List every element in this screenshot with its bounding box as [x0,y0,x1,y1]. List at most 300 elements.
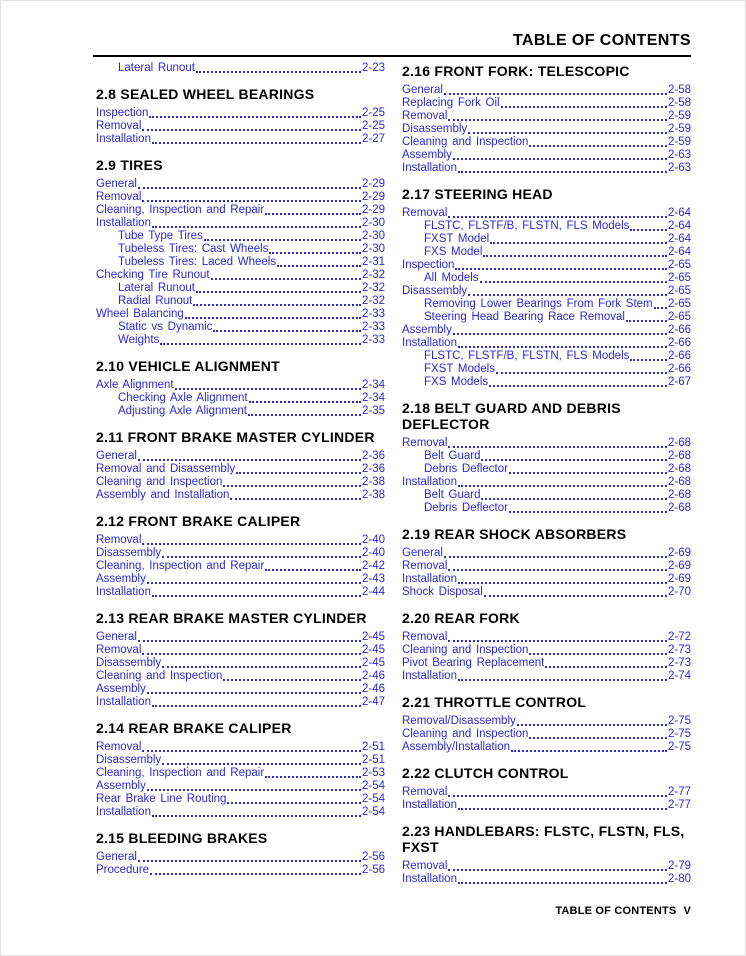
toc-entry[interactable] [402,363,691,376]
toc-entry-page: 2-63 [667,162,691,174]
toc-entry-label: Assembly [402,324,452,336]
leader-dots [511,750,667,752]
toc-entry[interactable] [402,547,691,560]
toc-section [402,823,691,886]
toc-entry-page: 2-64 [667,220,691,232]
toc-entry[interactable] [402,573,691,586]
toc-entry[interactable] [96,657,385,670]
leader-dots [545,666,667,668]
toc-entry[interactable] [96,741,385,754]
toc-entry[interactable] [402,489,691,502]
leader-dots [484,595,667,597]
toc-entry-page: 2-34 [361,379,385,391]
toc-entry-page: 2-67 [667,376,691,388]
toc-entry[interactable] [402,670,691,683]
leader-dots [630,359,667,361]
toc-entry[interactable] [96,178,385,191]
toc-entry-page: 2-34 [361,392,385,404]
toc-entry-label: Weights [118,334,160,346]
toc-entry-label: FLSTC, FLSTF/B, FLSTN, FLS Models [424,350,630,362]
toc-entry[interactable] [402,285,691,298]
toc-entry-page: 2-29 [361,204,385,216]
toc-entry-label: Disassembly [402,123,468,135]
section-heading: 2.13 REAR BRAKE MASTER CYLINDER [96,610,367,626]
toc-entry-label: Rear Brake Line Routing [96,793,227,805]
toc-entry-label: Assembly and Installation [96,489,230,501]
toc-entry-page: 2-33 [361,334,385,346]
toc-entry[interactable] [402,376,691,389]
toc-entry-page: 2-65 [667,298,691,310]
toc-entry-label: Inspection [96,107,149,119]
toc-entry[interactable] [402,631,691,644]
leader-dots [654,307,667,309]
toc-entry-page: 2-68 [667,463,691,475]
page-title: TABLE OF CONTENTS [512,32,691,49]
toc-entry[interactable] [402,220,691,233]
toc-entry-label: Lateral Runout [118,62,195,74]
toc-entry[interactable] [402,233,691,246]
toc-entry-page: 2-38 [361,476,385,488]
toc-entry[interactable] [96,476,385,489]
toc-entry-page: 2-58 [667,84,691,96]
toc-entry-page: 2-69 [667,547,691,559]
leader-dots [509,472,667,474]
toc-entry[interactable] [402,463,691,476]
toc-entry[interactable] [402,324,691,337]
toc-entry[interactable] [96,243,385,256]
toc-entry-label: Cleaning and Inspection [96,670,223,682]
toc-entry[interactable] [402,644,691,657]
leader-dots [227,802,361,804]
toc-entry[interactable] [96,780,385,793]
toc-entry-page: 2-79 [667,860,691,872]
toc-content [96,62,691,886]
toc-entry-page: 2-64 [667,233,691,245]
toc-entry[interactable] [96,405,385,418]
toc-entry-label: Replacing Fork Oil [402,97,500,109]
leader-dots [142,543,361,545]
toc-section [402,610,691,683]
leader-dots [458,346,667,348]
toc-entry-label: Installation [96,696,151,708]
leader-dots [265,569,361,571]
leader-dots [277,265,361,267]
leader-dots [152,226,361,228]
toc-entry[interactable] [402,123,691,136]
leader-dots [448,446,667,448]
toc-entry[interactable] [402,657,691,670]
toc-entry-label: Assembly/Installation [402,741,511,753]
toc-entry-page: 2-65 [667,311,691,323]
leader-dots [448,569,667,571]
toc-entry-label: Assembly [402,149,452,161]
toc-entry-label: Installation [402,162,457,174]
leader-dots [211,278,361,280]
section-heading: 2.8 SEALED WHEEL BEARINGS [96,86,315,102]
leader-dots [468,132,667,134]
leader-dots [509,511,667,513]
toc-entry-label: FXST Model [424,233,490,245]
leader-dots [626,320,667,322]
leader-dots [501,106,667,108]
leader-dots [248,414,361,416]
toc-entry-label: Removal [402,110,448,122]
toc-entry-label: Installation [402,476,457,488]
toc-section [96,513,385,599]
toc-entry-label: Removal [402,207,448,219]
toc-entry-page: 2-25 [361,120,385,132]
leader-dots [458,808,667,810]
toc-entry[interactable] [96,696,385,709]
toc-entry[interactable] [402,162,691,175]
toc-entry-page: 2-30 [361,230,385,242]
toc-entry[interactable] [96,308,385,321]
toc-entry[interactable] [96,230,385,243]
toc-entry-page: 2-36 [361,463,385,475]
leader-dots [529,737,667,739]
toc-entry-page: 2-32 [361,269,385,281]
toc-entry[interactable] [96,204,385,217]
toc-entry-label: Removal [96,534,142,546]
toc-entry[interactable] [96,269,385,282]
toc-entry[interactable] [96,644,385,657]
leader-dots [444,556,667,558]
toc-entry[interactable] [402,786,691,799]
toc-entry-page: 2-38 [361,489,385,501]
toc-entry-label: Adjusting Axle Alignment [118,405,247,417]
toc-entry[interactable] [96,295,385,308]
toc-entry-label: Tubeless Tires: Cast Wheels [118,243,269,255]
toc-entry-page: 2-75 [667,715,691,727]
toc-entry-page: 2-29 [361,191,385,203]
toc-entry[interactable] [96,631,385,644]
section-heading: 2.21 THROTTLE CONTROL [402,694,587,710]
toc-entry-label: Installation [402,337,457,349]
toc-entry[interactable] [402,272,691,285]
leader-dots [147,789,361,791]
leader-dots [142,129,361,131]
toc-entry[interactable] [402,741,691,754]
toc-entry-page: 2-65 [667,272,691,284]
toc-entry[interactable] [402,437,691,450]
toc-entry-page: 2-35 [361,405,385,417]
toc-entry-page: 2-32 [361,295,385,307]
toc-column-right [402,62,691,886]
toc-entry[interactable] [96,120,385,133]
toc-entry-page: 2-54 [361,780,385,792]
toc-section [96,720,385,819]
leader-dots [448,869,667,871]
toc-entry[interactable] [402,715,691,728]
toc-entry[interactable] [96,321,385,334]
section-heading: 2.23 HANDLEBARS: FLSTC, FLSTN, FLS, FXST [402,823,685,855]
leader-dots [193,304,361,306]
toc-entry-label: Radial Runout [118,295,193,307]
leader-dots [160,343,361,345]
section-heading: 2.18 BELT GUARD AND DEBRIS DEFLECTOR [402,400,621,432]
toc-entry[interactable] [96,851,385,864]
leader-dots [223,679,361,681]
toc-section [402,63,691,175]
leader-dots [147,692,361,694]
toc-section [96,62,385,75]
leader-dots [448,640,667,642]
toc-entry[interactable] [402,149,691,162]
toc-entry[interactable] [402,246,691,259]
toc-entry-page: 2-80 [667,873,691,885]
toc-entry-page: 2-25 [361,107,385,119]
toc-entry[interactable] [96,379,385,392]
toc-entry[interactable] [402,136,691,149]
toc-entry[interactable] [96,463,385,476]
toc-entry[interactable] [96,217,385,230]
section-heading: 2.17 STEERING HEAD [402,186,553,202]
leader-dots [196,71,361,73]
leader-dots [453,333,667,335]
toc-entry[interactable] [402,97,691,110]
toc-entry-page: 2-53 [361,767,385,779]
toc-entry[interactable] [96,256,385,269]
toc-entry-label: Shock Disposal [402,586,483,598]
toc-section [402,526,691,599]
toc-entry-label: Installation [402,799,457,811]
toc-entry-label: Removal [96,741,142,753]
toc-entry-label: Removal [402,786,448,798]
leader-dots [517,724,667,726]
toc-entry[interactable] [96,282,385,295]
toc-entry[interactable] [96,334,385,347]
leader-dots [529,653,667,655]
toc-entry-label: Installation [402,670,457,682]
section-heading: 2.22 CLUTCH CONTROL [402,765,569,781]
toc-entry-label: Installation [96,806,151,818]
toc-entry-page: 2-68 [667,437,691,449]
toc-entry-label: Removal [402,860,448,872]
toc-entry[interactable] [402,450,691,463]
leader-dots [490,242,667,244]
leader-dots [162,666,361,668]
toc-entry[interactable] [402,799,691,812]
toc-entry-page: 2-65 [667,259,691,271]
toc-entry-label: Belt Guard [424,489,481,501]
leader-dots [142,653,361,655]
toc-entry-page: 2-33 [361,308,385,320]
leader-dots [444,93,667,95]
toc-entry[interactable] [402,873,691,886]
toc-entry-label: Tubeless Tires: Laced Wheels [118,256,277,268]
toc-entry-page: 2-73 [667,657,691,669]
toc-entry-page: 2-68 [667,489,691,501]
toc-entry-page: 2-63 [667,149,691,161]
toc-entry[interactable] [402,728,691,741]
leader-dots [138,459,361,461]
leader-dots [196,291,361,293]
toc-entry-page: 2-45 [361,631,385,643]
leader-dots [152,815,361,817]
leader-dots [529,145,667,147]
toc-entry-label: Disassembly [96,657,162,669]
section-heading: 2.20 REAR FORK [402,610,520,626]
toc-entry-page: 2-59 [667,136,691,148]
toc-entry-page: 2-72 [667,631,691,643]
toc-entry[interactable] [96,534,385,547]
toc-entry-page: 2-68 [667,502,691,514]
section-heading: 2.14 REAR BRAKE CALIPER [96,720,292,736]
leader-dots [175,388,361,390]
leader-dots [230,498,361,500]
toc-entry-label: Installation [96,133,151,145]
leader-dots [483,255,667,257]
toc-entry[interactable] [96,767,385,780]
section-heading: 2.11 FRONT BRAKE MASTER CYLINDER [96,429,375,445]
leader-dots [481,498,666,500]
leader-dots [458,171,667,173]
leader-dots [265,213,361,215]
toc-section [402,186,691,389]
toc-entry-label: Removal/Disassembly [402,715,516,727]
leader-dots [496,372,667,374]
leader-dots [142,750,361,752]
toc-entry-page: 2-64 [667,246,691,258]
toc-entry-label: Disassembly [96,754,162,766]
leader-dots [236,472,361,474]
toc-entry[interactable] [402,110,691,123]
leader-dots [269,252,361,254]
toc-entry[interactable] [402,298,691,311]
leader-dots [265,776,361,778]
toc-entry-label: Removal [402,631,448,643]
toc-entry[interactable] [96,864,385,877]
toc-section [96,610,385,709]
leader-dots [152,595,361,597]
toc-section [402,400,691,515]
leader-dots [448,795,667,797]
toc-entry[interactable] [96,683,385,696]
toc-entry[interactable] [96,191,385,204]
toc-entry-label: Checking Axle Alignment [118,392,248,404]
leader-dots [138,860,361,862]
toc-entry[interactable] [96,133,385,146]
toc-entry-label: Removal [96,120,142,132]
leader-dots [481,459,666,461]
toc-entry-label: Lateral Runout [118,282,195,294]
toc-entry-label: Removal and Disassembly [96,463,236,475]
toc-entry[interactable] [96,586,385,599]
toc-entry-page: 2-64 [667,207,691,219]
toc-entry-page: 2-29 [361,178,385,190]
toc-entry-label: Belt Guard [424,450,481,462]
toc-entry[interactable] [402,586,691,599]
toc-entry-page: 2-56 [361,864,385,876]
toc-entry[interactable] [402,311,691,324]
toc-entry[interactable] [96,450,385,463]
leader-dots [204,239,361,241]
leader-dots [455,268,667,270]
toc-entry-label: Axle Alignment [96,379,174,391]
toc-entry-page: 2-27 [361,133,385,145]
toc-section [96,358,385,418]
toc-entry[interactable] [96,392,385,405]
toc-entry[interactable] [96,573,385,586]
toc-entry[interactable] [402,259,691,272]
toc-entry[interactable] [96,62,385,75]
toc-entry-page: 2-69 [667,573,691,585]
toc-entry-label: Assembly [96,780,146,792]
toc-entry-label: Cleaning and Inspection [96,476,223,488]
toc-entry[interactable] [402,207,691,220]
toc-entry-label: Checking Tire Runout [96,269,210,281]
toc-entry[interactable] [402,502,691,515]
toc-entry-page: 2-59 [667,123,691,135]
leader-dots [149,116,361,118]
leader-dots [138,640,361,642]
toc-entry[interactable] [96,754,385,767]
toc-entry[interactable] [96,670,385,683]
toc-entry[interactable] [402,337,691,350]
toc-entry-page: 2-42 [361,560,385,572]
footer-label: TABLE OF CONTENTS [555,905,677,917]
toc-entry[interactable] [96,547,385,560]
toc-entry[interactable] [96,107,385,120]
toc-entry[interactable] [96,806,385,819]
toc-entry-label: Installation [96,586,151,598]
toc-entry[interactable] [402,560,691,573]
toc-entry-label: General [96,631,137,643]
toc-entry-page: 2-59 [667,110,691,122]
toc-entry-label: Disassembly [402,285,468,297]
toc-entry-page: 2-46 [361,683,385,695]
toc-entry[interactable] [96,489,385,502]
toc-entry-label: Assembly [96,683,146,695]
toc-entry-label: FXST Models [424,363,495,375]
toc-entry-label: General [402,547,443,559]
header-rule [93,55,691,57]
toc-section [96,157,385,347]
page-footer [93,905,691,917]
toc-entry[interactable] [402,860,691,873]
toc-entry-label: FXS Model [424,246,483,258]
toc-entry-label: FLSTC, FLSTF/B, FLSTN, FLS Models [424,220,630,232]
toc-entry[interactable] [96,560,385,573]
section-heading: 2.16 FRONT FORK: TELESCOPIC [402,63,630,79]
toc-section [96,830,385,877]
toc-entry-page: 2-69 [667,560,691,572]
toc-entry-page: 2-73 [667,644,691,656]
toc-entry[interactable] [402,476,691,489]
footer-page-number: V [683,905,691,917]
toc-entry[interactable] [96,793,385,806]
toc-entry-page: 2-75 [667,728,691,740]
toc-entry-page: 2-51 [361,754,385,766]
toc-entry[interactable] [402,84,691,97]
toc-entry-label: Removal [402,437,448,449]
toc-entry-page: 2-58 [667,97,691,109]
toc-entry-page: 2-51 [361,741,385,753]
toc-entry-page: 2-43 [361,573,385,585]
toc-entry-label: Steering Head Bearing Race Removal [424,311,625,323]
toc-entry-label: Static vs Dynamic [118,321,213,333]
toc-entry-page: 2-32 [361,282,385,294]
leader-dots [249,401,361,403]
toc-entry-page: 2-44 [361,586,385,598]
toc-entry[interactable] [402,350,691,363]
toc-entry-label: Cleaning, Inspection and Repair [96,767,265,779]
toc-entry-page: 2-33 [361,321,385,333]
leader-dots [138,187,361,189]
toc-entry-label: Removing Lower Bearings From Fork Stem [424,298,653,310]
leader-dots [142,200,361,202]
toc-entry-label: Removal [402,560,448,572]
